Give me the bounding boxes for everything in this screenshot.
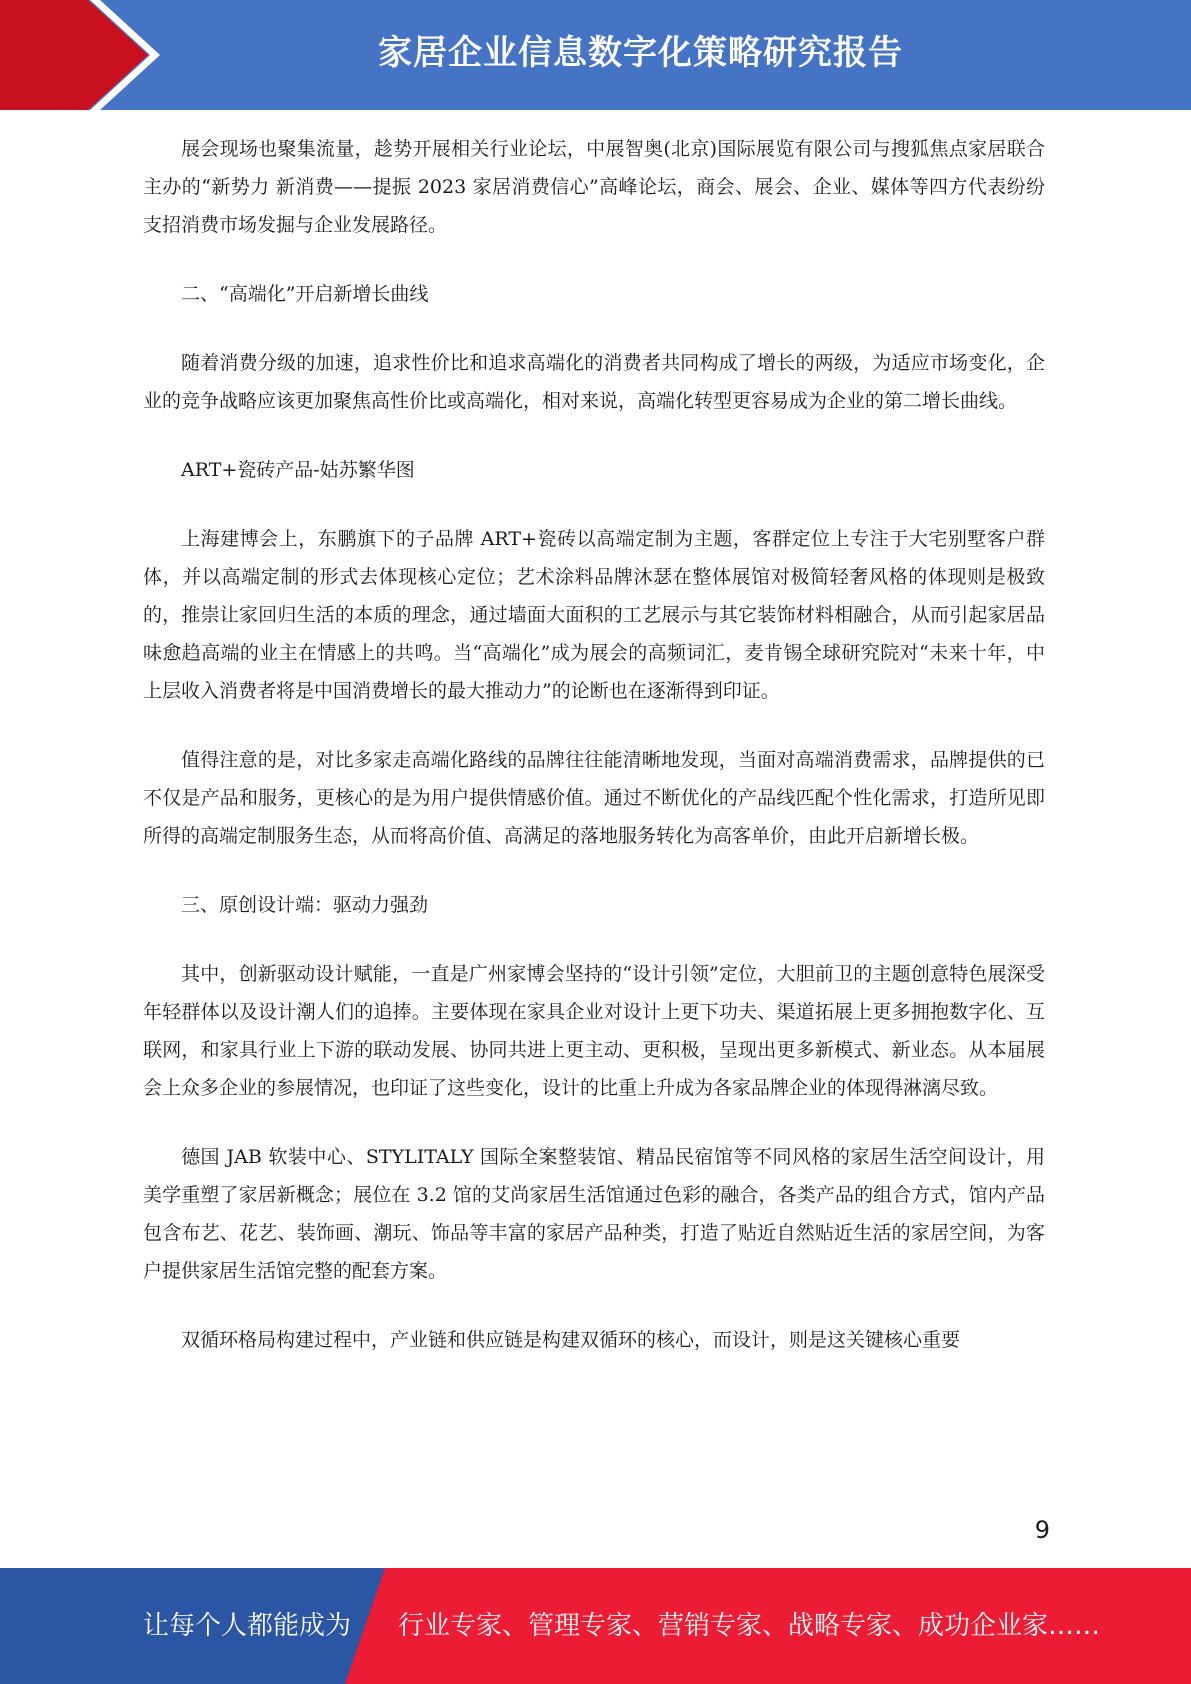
paragraph-dual-circulation: 双循环格局构建过程中，产业链和供应链是构建双循环的核心，而设计，则是这关键核心重要	[181, 1329, 961, 1351]
spacer	[143, 1290, 1045, 1321]
paragraph-design-driven: 其中，创新驱动设计赋能，一直是广州家博会坚持的“设计引领”定位，大胆前卫的主题创意特色展深受年轻群体以及设计潮人们的追捧。主要体现在家具企业对设计上更下功夫、渠道拓展上更多拥抱数字化、互联网，和家具行业上下游的联动发展、协同共进上更主动、更积极，呈现出更多新模式、新业态。从本届展会上众多企业的参展情况，也印证了这些变化，设计的比重上升成为各家品牌企业的体现得淋漓尽致。	[143, 963, 1045, 1099]
paragraph-consumption-upgrade: 随着消费分级的加速，追求性价比和追求高端化的消费者共同构成了增长的两级，为适应市场变化，企业的竞争战略应该更加聚焦高性价比或高端化，相对来说，高端化转型更容易成为企业的第二增长曲线。	[143, 352, 1045, 412]
report-title: 家居企业信息数字化策略研究报告	[378, 33, 903, 73]
footer-slogan-left: 让每个人都能成为	[143, 1611, 352, 1641]
section-heading-high-end: 二、“高端化”开启新增长曲线	[181, 283, 429, 305]
spacer	[143, 244, 1045, 275]
paragraph-emotional-value: 值得注意的是，对比多家走高端化路线的品牌往往能清晰地发现，当面对高端消费需求，品牌提供的已不仅是产品和服务，更核心的是为用户提供情感价值。通过不断优化的产品线匹配个性化需求，打造所见即所得的高端定制服务生态，从而将高价值、高满足的落地服务转化为高客单价，由此开启新增长极。	[143, 749, 1045, 847]
paragraph-jab-stylitaly: 德国 JAB 软装中心、STYLITALY 国际全案整装馆、精品民宿馆等不同风格的家居生活空间设计，用美学重塑了家居新概念；展位在 3.2 馆的艾尚家居生活馆通过色彩的融合，各类产品的组合方式，馆内产品包含布艺、花艺、装饰画、潮玩、饰品等丰富的家居产品种类，打造了贴近自然贴近生活的家居空间，为客户提供家居生活馆完整的配套方案。	[143, 1146, 1045, 1282]
section-heading-original-design: 三、原创设计端：驱动力强劲	[181, 894, 429, 916]
page-header	[0, 0, 1191, 110]
spacer	[143, 1107, 1045, 1138]
article-body	[143, 130, 1045, 1359]
spacer	[143, 855, 1045, 886]
spacer	[143, 924, 1045, 955]
spacer	[143, 710, 1045, 741]
page-number: 9	[1034, 1516, 1050, 1544]
spacer	[143, 420, 1045, 451]
image-caption-art-tile: ART+瓷砖产品-姑苏繁华图	[181, 459, 415, 481]
paragraph-expo-forum: 展会现场也聚集流量，趁势开展相关行业论坛，中展智奥(北京)国际展览有限公司与搜狐焦点家居联合主办的“新势力 新消费——提振 2023 家居消费信心”高峰论坛，商会、展会、企业、媒体等四方代表纷纷支招消费市场发掘与企业发展路径。	[143, 138, 1045, 236]
spacer	[143, 489, 1045, 520]
footer-slogan-right: 行业专家、管理专家、营销专家、战略专家、成功企业家……	[398, 1611, 1101, 1641]
paragraph-shanghai-expo: 上海建博会上，东鹏旗下的子品牌 ART+瓷砖以高端定制为主题，客群定位上专注于大宅别墅客户群体，并以高端定制的形式去体现核心定位；艺术涂料品牌沐瑟在整体展馆对极简轻奢风格的体现则是极致的，推崇让家回归生活的本质的理念，通过墙面大面积的工艺展示与其它装饰材料相融合，从而引起家居品味愈趋高端的业主在情感上的共鸣。当“高端化”成为展会的高频词汇，麦肯锡全球研究院对“未来十年，中上层收入消费者将是中国消费增长的最大推动力”的论断也在逐渐得到印证。	[143, 528, 1045, 702]
page-footer	[0, 1568, 1191, 1684]
spacer	[143, 313, 1045, 344]
